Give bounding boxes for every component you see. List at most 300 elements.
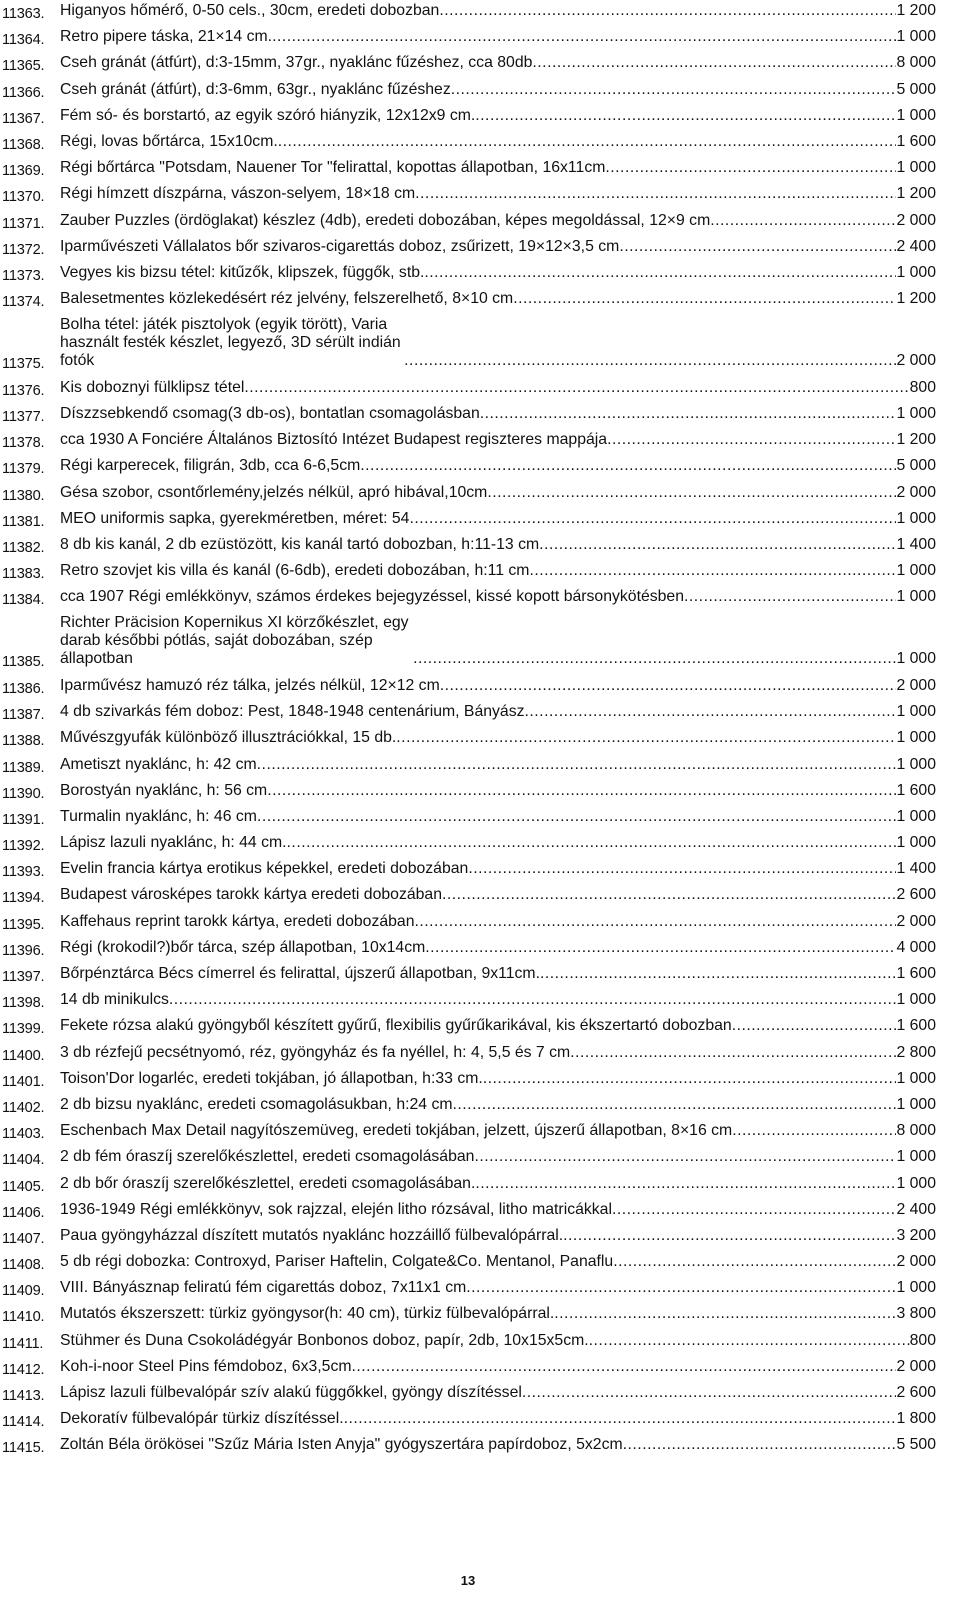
lot-body — [60, 913, 960, 931]
lot-row — [0, 28, 960, 49]
lot-starting-price: 1 800 — [896, 1410, 936, 1428]
dot-leader — [344, 1410, 897, 1428]
lot-body — [60, 185, 960, 203]
lot-number: 11415. — [2, 1440, 45, 1457]
lot-row — [0, 1253, 960, 1274]
dot-leader — [257, 756, 897, 774]
dot-leader — [425, 939, 896, 957]
lot-starting-price: 1 000 — [896, 755, 936, 773]
dot-leader — [453, 1096, 897, 1114]
dot-leader — [532, 54, 896, 72]
lot-body — [60, 1122, 960, 1140]
lot-row — [0, 1227, 960, 1245]
dot-leader — [404, 352, 896, 370]
lot-starting-price: 5 000 — [896, 457, 936, 475]
lot-starting-price: 1 000 — [896, 159, 936, 177]
lot-body — [60, 562, 960, 580]
lot-starting-price: 1 000 — [896, 509, 936, 527]
lot-row — [0, 886, 960, 907]
lot-number: 11399. — [2, 1021, 45, 1038]
lot-number: 11372. — [2, 241, 45, 258]
lot-number: 11392. — [2, 838, 45, 855]
lot-body — [60, 28, 960, 46]
lot-starting-price: 1 400 — [896, 535, 936, 553]
lot-starting-price: 2 000 — [896, 912, 936, 930]
lot-body — [60, 431, 960, 449]
lot-number: 11402. — [2, 1099, 45, 1116]
lot-body — [60, 1148, 960, 1166]
lot-number: 11397. — [2, 969, 45, 985]
lot-body — [60, 1096, 960, 1114]
lot-row — [0, 1332, 960, 1350]
dot-leader — [487, 484, 896, 502]
dot-leader — [529, 562, 896, 580]
lot-row — [0, 703, 960, 724]
dot-leader — [607, 431, 896, 449]
lot-description: Cseh gránát (átfúrt), d:3-15mm, 37gr., nyaklánc fűzéshez, cca 80db — [60, 54, 533, 72]
lot-description: Iparművész hamuzó réz tálka, jelzés nélkül, 12×12 cm — [60, 676, 440, 694]
lot-description: Régi karperecek, filigrán, 3db, cca 6-6,5cm — [60, 457, 361, 475]
lot-description: 1936-1949 Régi emlékkönyv, sok rajzzal, elején litho rózsával, litho matricákkal — [60, 1200, 612, 1218]
lot-row — [0, 1410, 960, 1431]
lot-row — [0, 264, 960, 282]
lot-row — [0, 1175, 960, 1193]
lot-number: 11403. — [2, 1126, 45, 1143]
lot-description: 2 db bizsu nyaklánc, eredeti csomagolásukban, h:24 cm — [60, 1095, 453, 1113]
lot-body — [60, 729, 960, 747]
lot-starting-price: 1 000 — [896, 807, 936, 825]
lot-description: Bolha tétel: játék pisztolyok (egyik törött), Varia használt festék készlet, legyező, 3D sérült indián fotók — [60, 316, 401, 370]
dot-leader — [475, 107, 896, 125]
lot-number: 11410. — [2, 1309, 45, 1326]
dot-leader — [539, 536, 896, 554]
lot-description: Zauber Puzzles (ördöglakat) készlez (4db), eredeti dobozában, képes megoldással, 12×9 cm — [60, 211, 711, 229]
lot-body — [60, 54, 960, 72]
lot-starting-price: 1 000 — [896, 1095, 936, 1113]
lot-number: 11385. — [2, 654, 45, 671]
lot-body — [60, 1384, 960, 1402]
lot-starting-price: 2 600 — [896, 1384, 936, 1401]
dot-leader — [468, 860, 896, 878]
lot-body — [60, 1201, 960, 1219]
lot-body — [60, 1410, 960, 1428]
dot-leader — [480, 405, 897, 423]
dot-leader — [525, 703, 897, 721]
lot-number: 11396. — [2, 942, 45, 959]
lot-starting-price: 2 600 — [896, 886, 936, 904]
dot-leader — [605, 159, 896, 177]
lot-body — [60, 238, 960, 256]
lot-body — [60, 536, 960, 554]
lot-description: Eschenbach Max Detail nagyítószemüveg, eredeti tokjában, jelzett, újszerű állapotban, 8×16 cm — [60, 1122, 733, 1140]
lot-starting-price: 1 600 — [896, 1017, 936, 1035]
lot-row — [0, 1044, 960, 1062]
lot-starting-price: 1 000 — [896, 729, 936, 747]
lot-body — [60, 510, 960, 528]
lot-description: Lápisz lazuli nyaklánc, h: 44 cm. — [60, 834, 287, 852]
lot-description: Richter Präcision Kopernikus XI körzőkészlet, egy darab későbbi pótlás, saját dobozában, szép állapotban — [60, 614, 409, 668]
lot-description: Díszzsebkendő csomag(3 db-os), bontatlan csomagolásban — [60, 404, 480, 422]
lot-body — [60, 1227, 960, 1245]
lot-starting-price: 8 000 — [896, 1122, 936, 1140]
lot-description: Borostyán nyaklánc, h: 56 cm — [60, 781, 268, 799]
lot-starting-price: 2 000 — [896, 211, 936, 229]
lot-starting-price: 2 000 — [896, 1253, 936, 1271]
dot-leader — [619, 238, 896, 256]
dot-leader — [169, 991, 897, 1009]
lot-starting-price: 1 200 — [896, 2, 936, 19]
page-number: 13 — [460, 1573, 476, 1588]
lot-row — [0, 431, 960, 452]
dot-leader — [414, 913, 896, 931]
lot-body — [60, 860, 960, 878]
lot-description: Balesetmentes közlekedésért réz jelvény, felszerelhető, 8×10 cm — [60, 290, 514, 308]
lot-number: 11395. — [2, 916, 45, 933]
lot-description: Ametiszt nyaklánc, h: 42 cm — [60, 755, 257, 773]
lot-body — [60, 316, 960, 370]
lot-number: 11373. — [2, 267, 45, 284]
lot-body — [60, 939, 960, 957]
lot-row — [0, 2, 960, 20]
dot-leader — [475, 1175, 896, 1193]
lot-body — [60, 808, 960, 826]
lot-number: 11363. — [2, 6, 45, 22]
lot-number: 11386. — [2, 680, 45, 697]
lot-body — [60, 1017, 960, 1035]
lot-number: 11387. — [2, 707, 45, 724]
lot-starting-price: 1 000 — [896, 703, 936, 721]
dot-leader — [396, 729, 896, 747]
lot-row — [0, 81, 960, 99]
lot-row — [0, 614, 960, 671]
lot-number: 11384. — [2, 592, 45, 609]
lot-row — [0, 238, 960, 256]
lot-starting-price: 800 — [909, 378, 936, 396]
lot-row — [0, 457, 960, 478]
lot-body — [60, 991, 960, 1009]
lot-starting-price: 1 000 — [896, 1279, 936, 1297]
lot-starting-price: 4 000 — [896, 938, 936, 956]
lot-row — [0, 212, 960, 230]
lot-row — [0, 834, 960, 855]
lot-row — [0, 159, 960, 180]
lot-body — [60, 2, 960, 20]
lot-starting-price: 1 000 — [896, 562, 936, 580]
dot-leader — [710, 212, 896, 230]
lot-starting-price: 2 400 — [896, 237, 936, 255]
dot-leader — [613, 1253, 896, 1271]
lot-description: Fém só- és borstartó, az egyik szóró hiányzik, 12x12x9 cm. — [60, 106, 476, 124]
lot-description: Retro szovjet kis villa és kanál (6-6db), eredeti dobozában, h:11 cm — [60, 562, 530, 580]
lot-body — [60, 159, 960, 177]
lot-row — [0, 405, 960, 423]
lot-body — [60, 379, 960, 397]
lot-row — [0, 185, 960, 206]
lot-description: 5 db régi dobozka: Controxyd, Pariser Haftelin, Colgate&Co. Mentanol, Panaflu — [60, 1253, 614, 1271]
lot-starting-price: 1 000 — [896, 650, 936, 668]
lot-number: 11380. — [2, 487, 45, 504]
lot-description: 3 db rézfejű pecsétnyomó, réz, gyöngyház és fa nyéllel, h: 4, 5,5 és 7 cm — [60, 1043, 571, 1061]
lot-description: Turmalin nyaklánc, h: 46 cm — [60, 807, 257, 825]
dot-leader — [272, 28, 896, 46]
lot-row — [0, 939, 960, 957]
lot-starting-price: 1 200 — [896, 290, 936, 308]
dot-leader — [267, 782, 896, 800]
lot-number: 11378. — [2, 435, 45, 452]
lot-number: 11388. — [2, 733, 45, 750]
dot-leader — [424, 264, 896, 282]
lot-row — [0, 510, 960, 528]
lot-description: Retro pipere táska, 21×14 cm. — [60, 28, 273, 46]
lot-number: 11413. — [2, 1388, 45, 1404]
dot-leader — [360, 457, 896, 475]
dot-leader — [540, 965, 896, 983]
lot-starting-price: 800 — [909, 1331, 936, 1349]
dot-leader — [513, 290, 896, 308]
lot-row — [0, 562, 960, 583]
lot-body — [60, 782, 960, 800]
lot-row — [0, 965, 960, 983]
lot-row — [0, 1436, 960, 1457]
lot-starting-price: 2 000 — [896, 483, 936, 501]
lot-row — [0, 1096, 960, 1114]
dot-leader — [257, 808, 897, 826]
lot-description: 14 db minikulcs — [60, 991, 169, 1009]
lot-row — [0, 860, 960, 881]
lot-description: VIII. Bányásznap feliratú fém cigarettás doboz, 7x11x1 cm — [60, 1279, 467, 1297]
lot-starting-price: 1 600 — [896, 132, 936, 150]
lot-body — [60, 1332, 960, 1350]
lot-number: 11389. — [2, 759, 45, 776]
lot-description: 2 db fém óraszíj szerelőkészlettel, eredeti csomagolásában — [60, 1148, 475, 1166]
lot-description: Bőrpénztárca Bécs címerrel és felirattal, újszerű állapotban, 9x11cm. — [60, 965, 540, 982]
lot-number: 11377. — [2, 408, 45, 425]
lot-number: 11407. — [2, 1230, 45, 1247]
dot-leader — [732, 1122, 896, 1140]
lot-body — [60, 107, 960, 125]
lot-description: Művészgyufák különböző illusztrációkkal, 15 db. — [60, 729, 397, 747]
lot-row — [0, 1305, 960, 1326]
lot-row — [0, 991, 960, 1012]
lot-number: 11394. — [2, 890, 45, 907]
dot-leader — [244, 379, 909, 397]
lot-starting-price: 1 400 — [896, 860, 936, 878]
lot-row — [0, 1201, 960, 1219]
lot-body — [60, 614, 960, 668]
lot-starting-price: 1 000 — [896, 404, 936, 422]
lot-body — [60, 886, 960, 904]
dot-leader — [554, 1305, 896, 1323]
dot-leader — [483, 1070, 897, 1088]
lot-row — [0, 1384, 960, 1402]
lot-number: 11406. — [2, 1204, 45, 1221]
lot-body — [60, 81, 960, 99]
lot-starting-price: 1 000 — [896, 1174, 936, 1192]
auction-lot-list — [0, 2, 960, 1463]
lot-row — [0, 1148, 960, 1169]
lot-row — [0, 379, 960, 397]
lot-number: 11366. — [2, 84, 45, 101]
lot-starting-price: 1 000 — [896, 834, 936, 852]
dot-leader — [352, 1358, 897, 1376]
dot-leader — [563, 1227, 896, 1245]
lot-description: Iparművészeti Vállalatos bőr szivaros-cigarettás doboz, zsűrizett, 19×12×3,5 cm — [60, 237, 620, 255]
lot-number: 11390. — [2, 785, 45, 802]
lot-number: 11367. — [2, 110, 45, 127]
lot-starting-price: 1 600 — [896, 781, 936, 799]
lot-body — [60, 1044, 960, 1062]
lot-row — [0, 782, 960, 800]
lot-starting-price: 3 800 — [896, 1305, 936, 1323]
lot-row — [0, 536, 960, 554]
lot-row — [0, 756, 960, 774]
lot-description: Stühmer és Duna Csokoládégyár Bonbonos doboz, papír, 2db, 10x15x5cm. — [60, 1331, 589, 1349]
lot-starting-price: 1 000 — [896, 991, 936, 1009]
lot-description: Fekete rózsa alakú gyöngyből készített gyűrű, flexibilis gyűrűkarikával, kis ékszertartó dobozban — [60, 1017, 732, 1035]
lot-body — [60, 405, 960, 423]
lot-description: Mutatós ékszerszett: türkiz gyöngysor(h: 40 cm), türkiz fülbevalópárral. — [60, 1305, 555, 1323]
lot-starting-price: 1 000 — [896, 106, 936, 124]
lot-number: 11369. — [2, 163, 45, 180]
lot-body — [60, 212, 960, 230]
lot-starting-price: 5 500 — [896, 1436, 936, 1454]
lot-description: Budapest városképes tarokk kártya eredeti dobozában — [60, 886, 442, 904]
lot-number: 11376. — [2, 382, 45, 399]
lot-description: Régi hímzett díszpárna, vászon-selyem, 18×18 cm — [60, 185, 416, 203]
lot-description: Vegyes kis bizsu tétel: kitűzők, klipszek, függők, stb. — [60, 263, 425, 281]
lot-starting-price: 2 000 — [896, 352, 936, 370]
lot-description: 4 db szivarkás fém doboz: Pest, 1848-1948 centenárium, Bányász — [60, 703, 525, 721]
lot-row — [0, 1122, 960, 1143]
lot-number: 11414. — [2, 1414, 45, 1431]
lot-number: 11382. — [2, 539, 45, 556]
lot-number: 11371. — [2, 215, 45, 232]
lot-body — [60, 1253, 960, 1271]
lot-body — [60, 703, 960, 721]
lot-number: 11379. — [2, 461, 45, 478]
lot-description: Kis doboznyi fülklipsz tétel — [60, 378, 245, 396]
lot-body — [60, 588, 960, 606]
lot-starting-price: 5 000 — [896, 80, 936, 98]
lot-row — [0, 133, 960, 151]
dot-leader — [409, 510, 896, 528]
lot-description: cca 1930 A Fonciére Általános Biztosító Intézet Budapest regiszteres mappája — [60, 431, 608, 449]
lot-number: 11374. — [2, 294, 45, 311]
dot-leader — [439, 2, 896, 20]
lot-row — [0, 1358, 960, 1376]
lot-description: Régi bőrtárca "Potsdam, Nauener Tor "felirattal, kopottas állapotban, 16x11cm — [60, 159, 606, 177]
lot-description: 2 db bőr óraszíj szerelőkészlettel, eredeti csomagolásában. — [60, 1174, 476, 1192]
lot-number: 11393. — [2, 864, 45, 881]
lot-row — [0, 1017, 960, 1038]
lot-starting-price: 2 000 — [896, 676, 936, 694]
lot-row — [0, 107, 960, 125]
dot-leader — [684, 588, 896, 606]
lot-starting-price: 1 000 — [896, 1148, 936, 1166]
lot-description: MEO uniformis sapka, gyerekméretben, méret: 54 — [60, 509, 410, 527]
lot-body — [60, 484, 960, 502]
lot-number: 11408. — [2, 1257, 45, 1274]
lot-body — [60, 834, 960, 852]
lot-number: 11368. — [2, 136, 45, 153]
lot-body — [60, 1305, 960, 1323]
lot-body — [60, 133, 960, 151]
dot-leader — [415, 185, 896, 203]
lot-number: 11405. — [2, 1178, 45, 1195]
lot-number: 11381. — [2, 513, 45, 530]
dot-leader — [440, 677, 897, 695]
lot-description: Gésa szobor, csontőrlemény,jelzés nélkül, apró hibával,10cm — [60, 483, 488, 501]
lot-row — [0, 484, 960, 502]
lot-description: Kaffehaus reprint tarokk kártya, eredeti dobozában — [60, 912, 415, 930]
lot-number: 11409. — [2, 1283, 45, 1300]
lot-number: 11411. — [2, 1335, 44, 1352]
lot-body — [60, 1175, 960, 1193]
lot-body — [60, 1436, 960, 1454]
lot-row — [0, 54, 960, 75]
lot-description: cca 1907 Régi emlékkönyv, számos érdekes bejegyzéssel, kissé kopott bársonykötésben — [60, 588, 685, 606]
lot-number: 11365. — [2, 58, 45, 75]
lot-starting-price: 1 000 — [896, 28, 936, 46]
lot-number: 11383. — [2, 566, 45, 583]
lot-starting-price: 8 000 — [896, 54, 936, 72]
lot-row — [0, 1279, 960, 1300]
dot-leader — [623, 1436, 897, 1454]
lot-description: Régi, lovas bőrtárca, 15x10cm. — [60, 132, 278, 150]
lot-description: Cseh gránát (átfúrt), d:3-6mm, 63gr., nyaklánc fűzéshez — [60, 80, 451, 98]
lot-number: 11412. — [2, 1361, 45, 1378]
lot-row — [0, 316, 960, 373]
lot-starting-price: 1 200 — [896, 431, 936, 449]
lot-starting-price: 1 600 — [896, 965, 936, 982]
lot-starting-price: 1 000 — [896, 588, 936, 606]
lot-description: 8 db kis kanál, 2 db ezüstözött, kis kanál tartó dobozban, h:11-13 cm — [60, 535, 540, 553]
lot-number: 11370. — [2, 189, 45, 206]
dot-leader — [612, 1201, 896, 1219]
lot-description: Higanyos hőmérő, 0-50 cels., 30cm, eredeti dobozban — [60, 2, 440, 19]
lot-starting-price: 2 000 — [896, 1357, 936, 1375]
lot-body — [60, 1070, 960, 1088]
dot-leader — [413, 650, 896, 668]
lot-row — [0, 808, 960, 826]
lot-description: Toison'Dor logarléc, eredeti tokjában, jó állapotban, h:33 cm. — [60, 1069, 483, 1087]
lot-description: Zoltán Béla örökösei "Szűz Mária Isten Anyja" gyógyszertára papírdoboz, 5x2cm — [60, 1436, 623, 1454]
lot-row — [0, 290, 960, 311]
lot-number: 11375. — [2, 356, 45, 373]
lot-starting-price: 1 000 — [896, 263, 936, 281]
lot-description: Paua gyöngyházzal díszített mutatós nyaklánc hozzáillő fülbevalópárral. — [60, 1226, 564, 1244]
dot-leader — [522, 1384, 897, 1402]
lot-description: Régi (krokodil?)bőr tárca, szép állapotban, 10x14cm — [60, 938, 426, 956]
lot-row — [0, 913, 960, 931]
lot-row — [0, 1070, 960, 1088]
lot-body — [60, 457, 960, 475]
dot-leader — [466, 1279, 896, 1297]
lot-description: Evelin francia kártya erotikus képekkel, eredeti dobozában — [60, 860, 469, 878]
lot-body — [60, 965, 960, 983]
lot-body — [60, 677, 960, 695]
dot-leader — [732, 1017, 897, 1035]
lot-number: 11364. — [2, 32, 45, 49]
lot-starting-price: 1 200 — [896, 185, 936, 203]
lot-body — [60, 756, 960, 774]
lot-row — [0, 729, 960, 750]
lot-description: Dekoratív fülbevalópár türkiz díszítéssel. — [60, 1410, 344, 1428]
lot-starting-price: 1 000 — [896, 1069, 936, 1087]
lot-number: 11391. — [2, 811, 45, 828]
dot-leader — [287, 834, 897, 852]
lot-starting-price: 3 200 — [896, 1226, 936, 1244]
